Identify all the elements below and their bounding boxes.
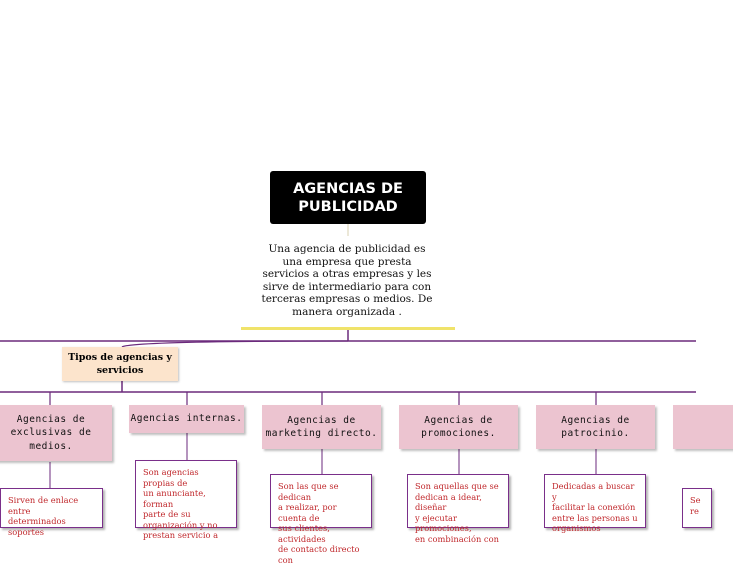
- description-underline: [241, 327, 455, 330]
- category-promociones[interactable]: Agencias de promociones.: [399, 405, 518, 449]
- root-description[interactable]: Una agencia de publicidad es una empresa que presta servicios a otras empresas y les sirve de intermediario para con terceras empresas o medios. De manera organizada .: [261, 243, 433, 318]
- category-internas[interactable]: Agencias internas.: [129, 405, 244, 433]
- detail-card-patrocinio[interactable]: Dedicadas a buscar y facilitar la conexión entre las personas u organismos: [544, 474, 646, 528]
- detail-card-marketing-directo[interactable]: Son las que se dedican a realizar, por cuenta de sus clientes, actividades de contacto directo con: [270, 474, 372, 528]
- detail-card-internas[interactable]: Son agencias propias de un anunciante, forman parte de su organización y no prestan servicio a: [135, 460, 237, 528]
- detail-card-exclusivas[interactable]: Sirven de enlace entre determinados soportes: [0, 488, 103, 528]
- root-topic[interactable]: AGENCIAS DE PUBLICIDAD: [270, 171, 426, 224]
- category-marketing-directo[interactable]: Agencias de marketing directo.: [262, 405, 381, 449]
- detail-card-partial[interactable]: Se re: [682, 488, 712, 528]
- category-exclusivas-de-medios[interactable]: Agencias de exclusivas de medios.: [0, 405, 112, 461]
- detail-card-promociones[interactable]: Son aquellas que se dedican a idear, diseñar y ejecutar promociones, en combinación con: [407, 474, 509, 528]
- category-partial[interactable]: [673, 405, 733, 449]
- subtopic-tipos-de-agencias[interactable]: Tipos de agencias y servicios: [62, 347, 178, 381]
- category-patrocinio[interactable]: Agencias de patrocinio.: [536, 405, 655, 449]
